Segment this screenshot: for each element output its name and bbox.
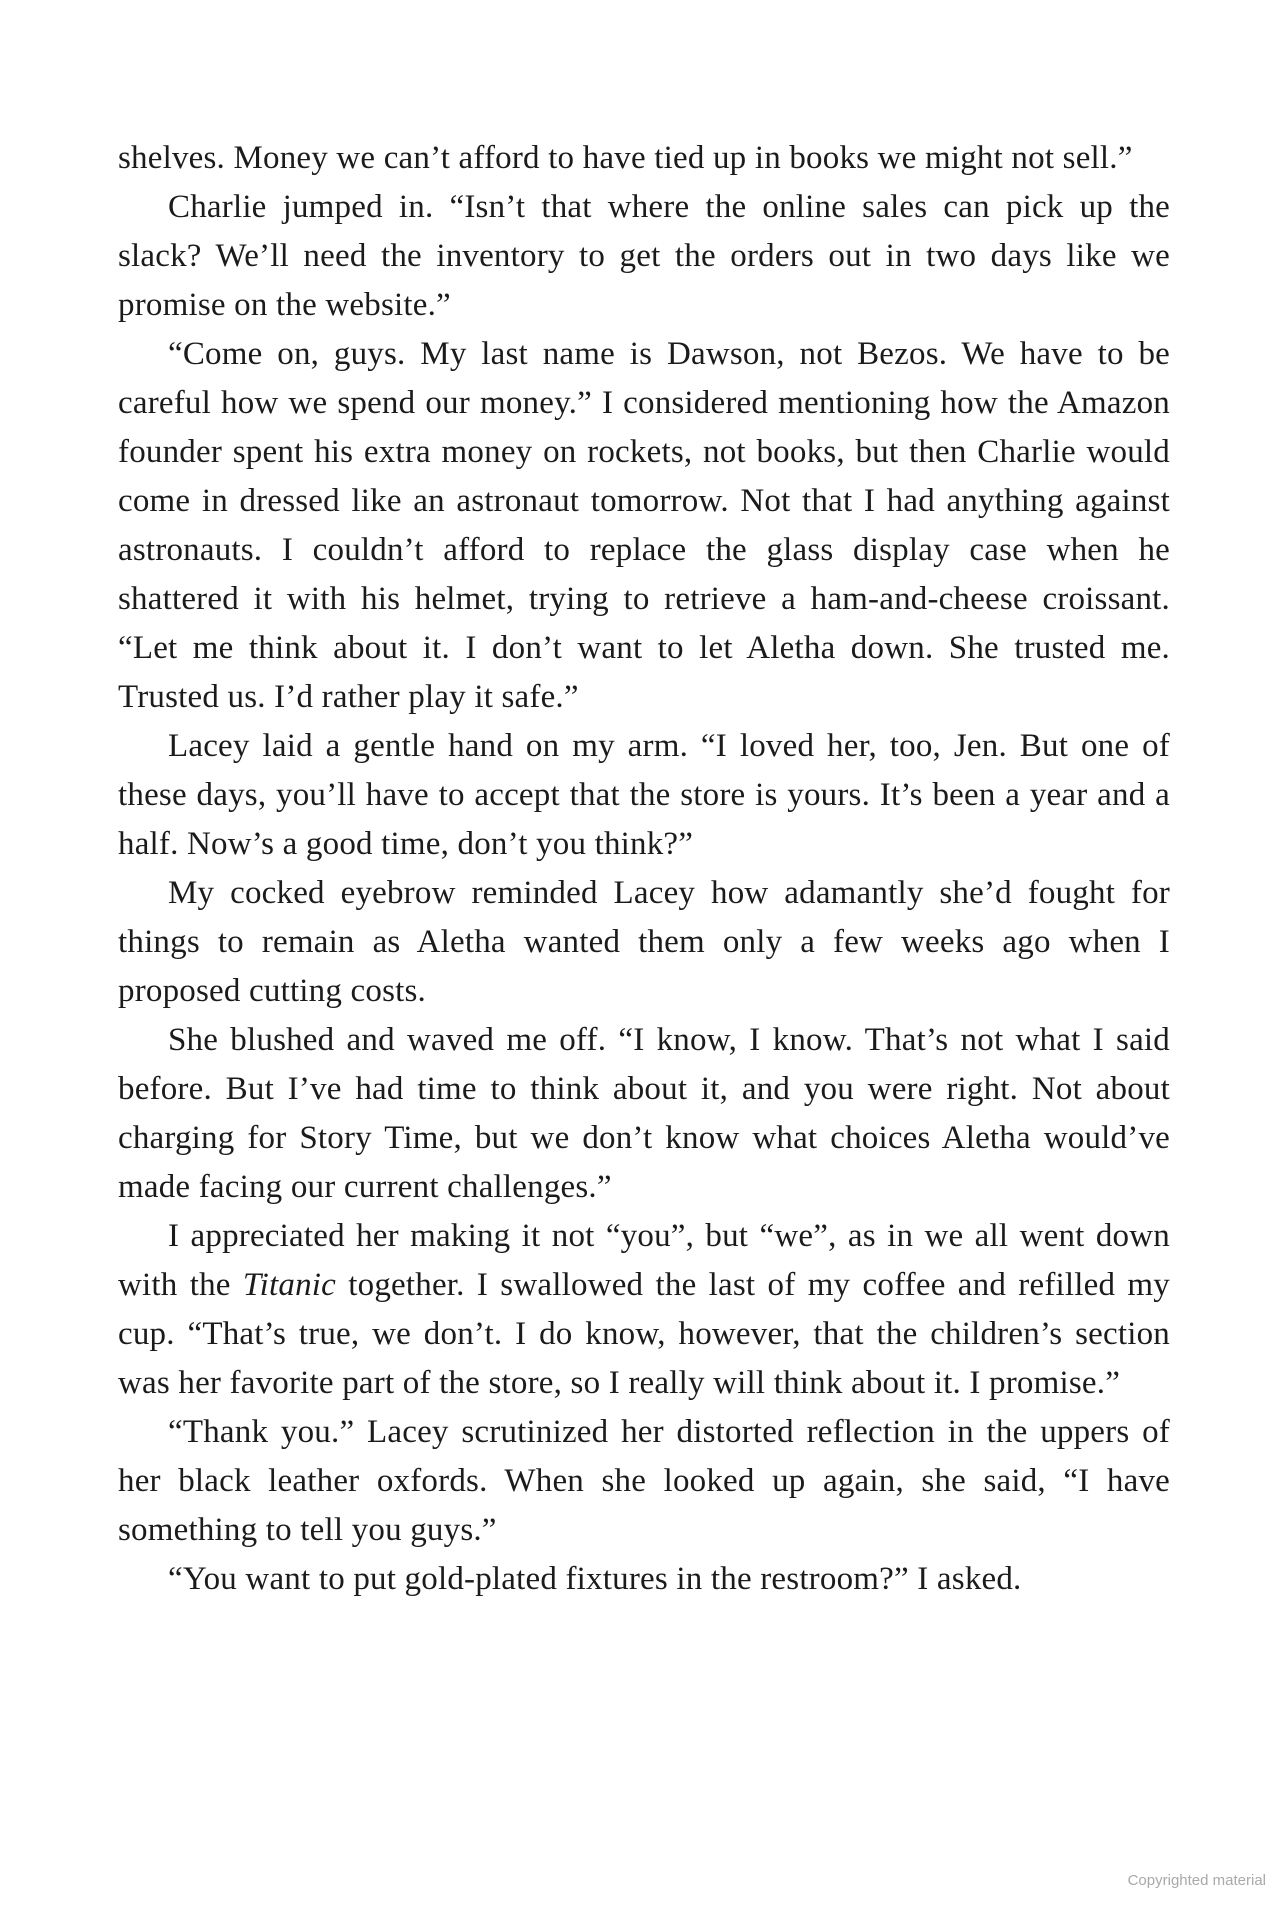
text-run: My cocked eyebrow reminded Lacey how adamantly she’d fought for things to remain as Aletha wanted them only a few weeks ago when I proposed cutting costs. (118, 875, 1170, 1009)
text-run: “Come on, guys. My last name is Dawson, not Bezos. We have to be careful how we spend our money.” I considered mentioning how the Amazon founder spent his extra money on rockets, not books, but then Charlie would come in dressed like an astronaut tomorrow. Not that I had anything against astronauts. I couldn’t afford to replace the glass display case when he shattered it with his helmet, trying to retrieve a ham-and-cheese croissant. “Let me think about it. I don’t want to let Aletha down. She trusted me. Trusted us. I’d rather play it safe.” (118, 336, 1170, 715)
paragraph (118, 1555, 1170, 1604)
text-run: “Thank you.” Lacey scrutinized her distorted reflection in the uppers of her black leather oxfords. When she looked up again, she said, “I have something to tell you guys.” (118, 1414, 1170, 1548)
text-run: Charlie jumped in. “Isn’t that where the online sales can pick up the slack? We’ll need the inventory to get the orders out in two days like we promise on the website.” (118, 189, 1170, 323)
page-text (118, 134, 1170, 1604)
paragraph (118, 183, 1170, 330)
paragraph (118, 1408, 1170, 1555)
text-run: shelves. Money we can’t afford to have tied up in books we might not sell.” (118, 140, 1133, 176)
text-run: Lacey laid a gentle hand on my arm. “I loved her, too, Jen. But one of these days, you’ll have to accept that the store is yours. It’s been a year and a half. Now’s a good time, don’t you think?” (118, 728, 1170, 862)
paragraph (118, 722, 1170, 869)
paragraph (118, 134, 1170, 183)
italic-text-run: Titanic (242, 1267, 336, 1303)
copyright-notice: Copyrighted material (1127, 1872, 1266, 1889)
paragraph (118, 330, 1170, 722)
paragraph (118, 1016, 1170, 1212)
text-run: She blushed and waved me off. “I know, I know. That’s not what I said before. But I’ve had time to think about it, and you were right. Not about charging for Story Time, but we don’t know what choices Aletha would’ve made facing our current challenges.” (118, 1022, 1170, 1205)
text-run: together. I swallowed the last of my coffee and refilled my cup. “That’s true, we don’t. I do know, however, that the children’s section was her favorite part of the store, so I really will think about it. I promise.” (118, 1267, 1170, 1401)
text-run: “You want to put gold-plated fixtures in the restroom?” I asked. (168, 1561, 1022, 1597)
paragraph (118, 869, 1170, 1016)
paragraph (118, 1212, 1170, 1408)
text-run: I appreciated her making it not “you”, but “we”, as in we all went down with the (118, 1218, 1170, 1303)
